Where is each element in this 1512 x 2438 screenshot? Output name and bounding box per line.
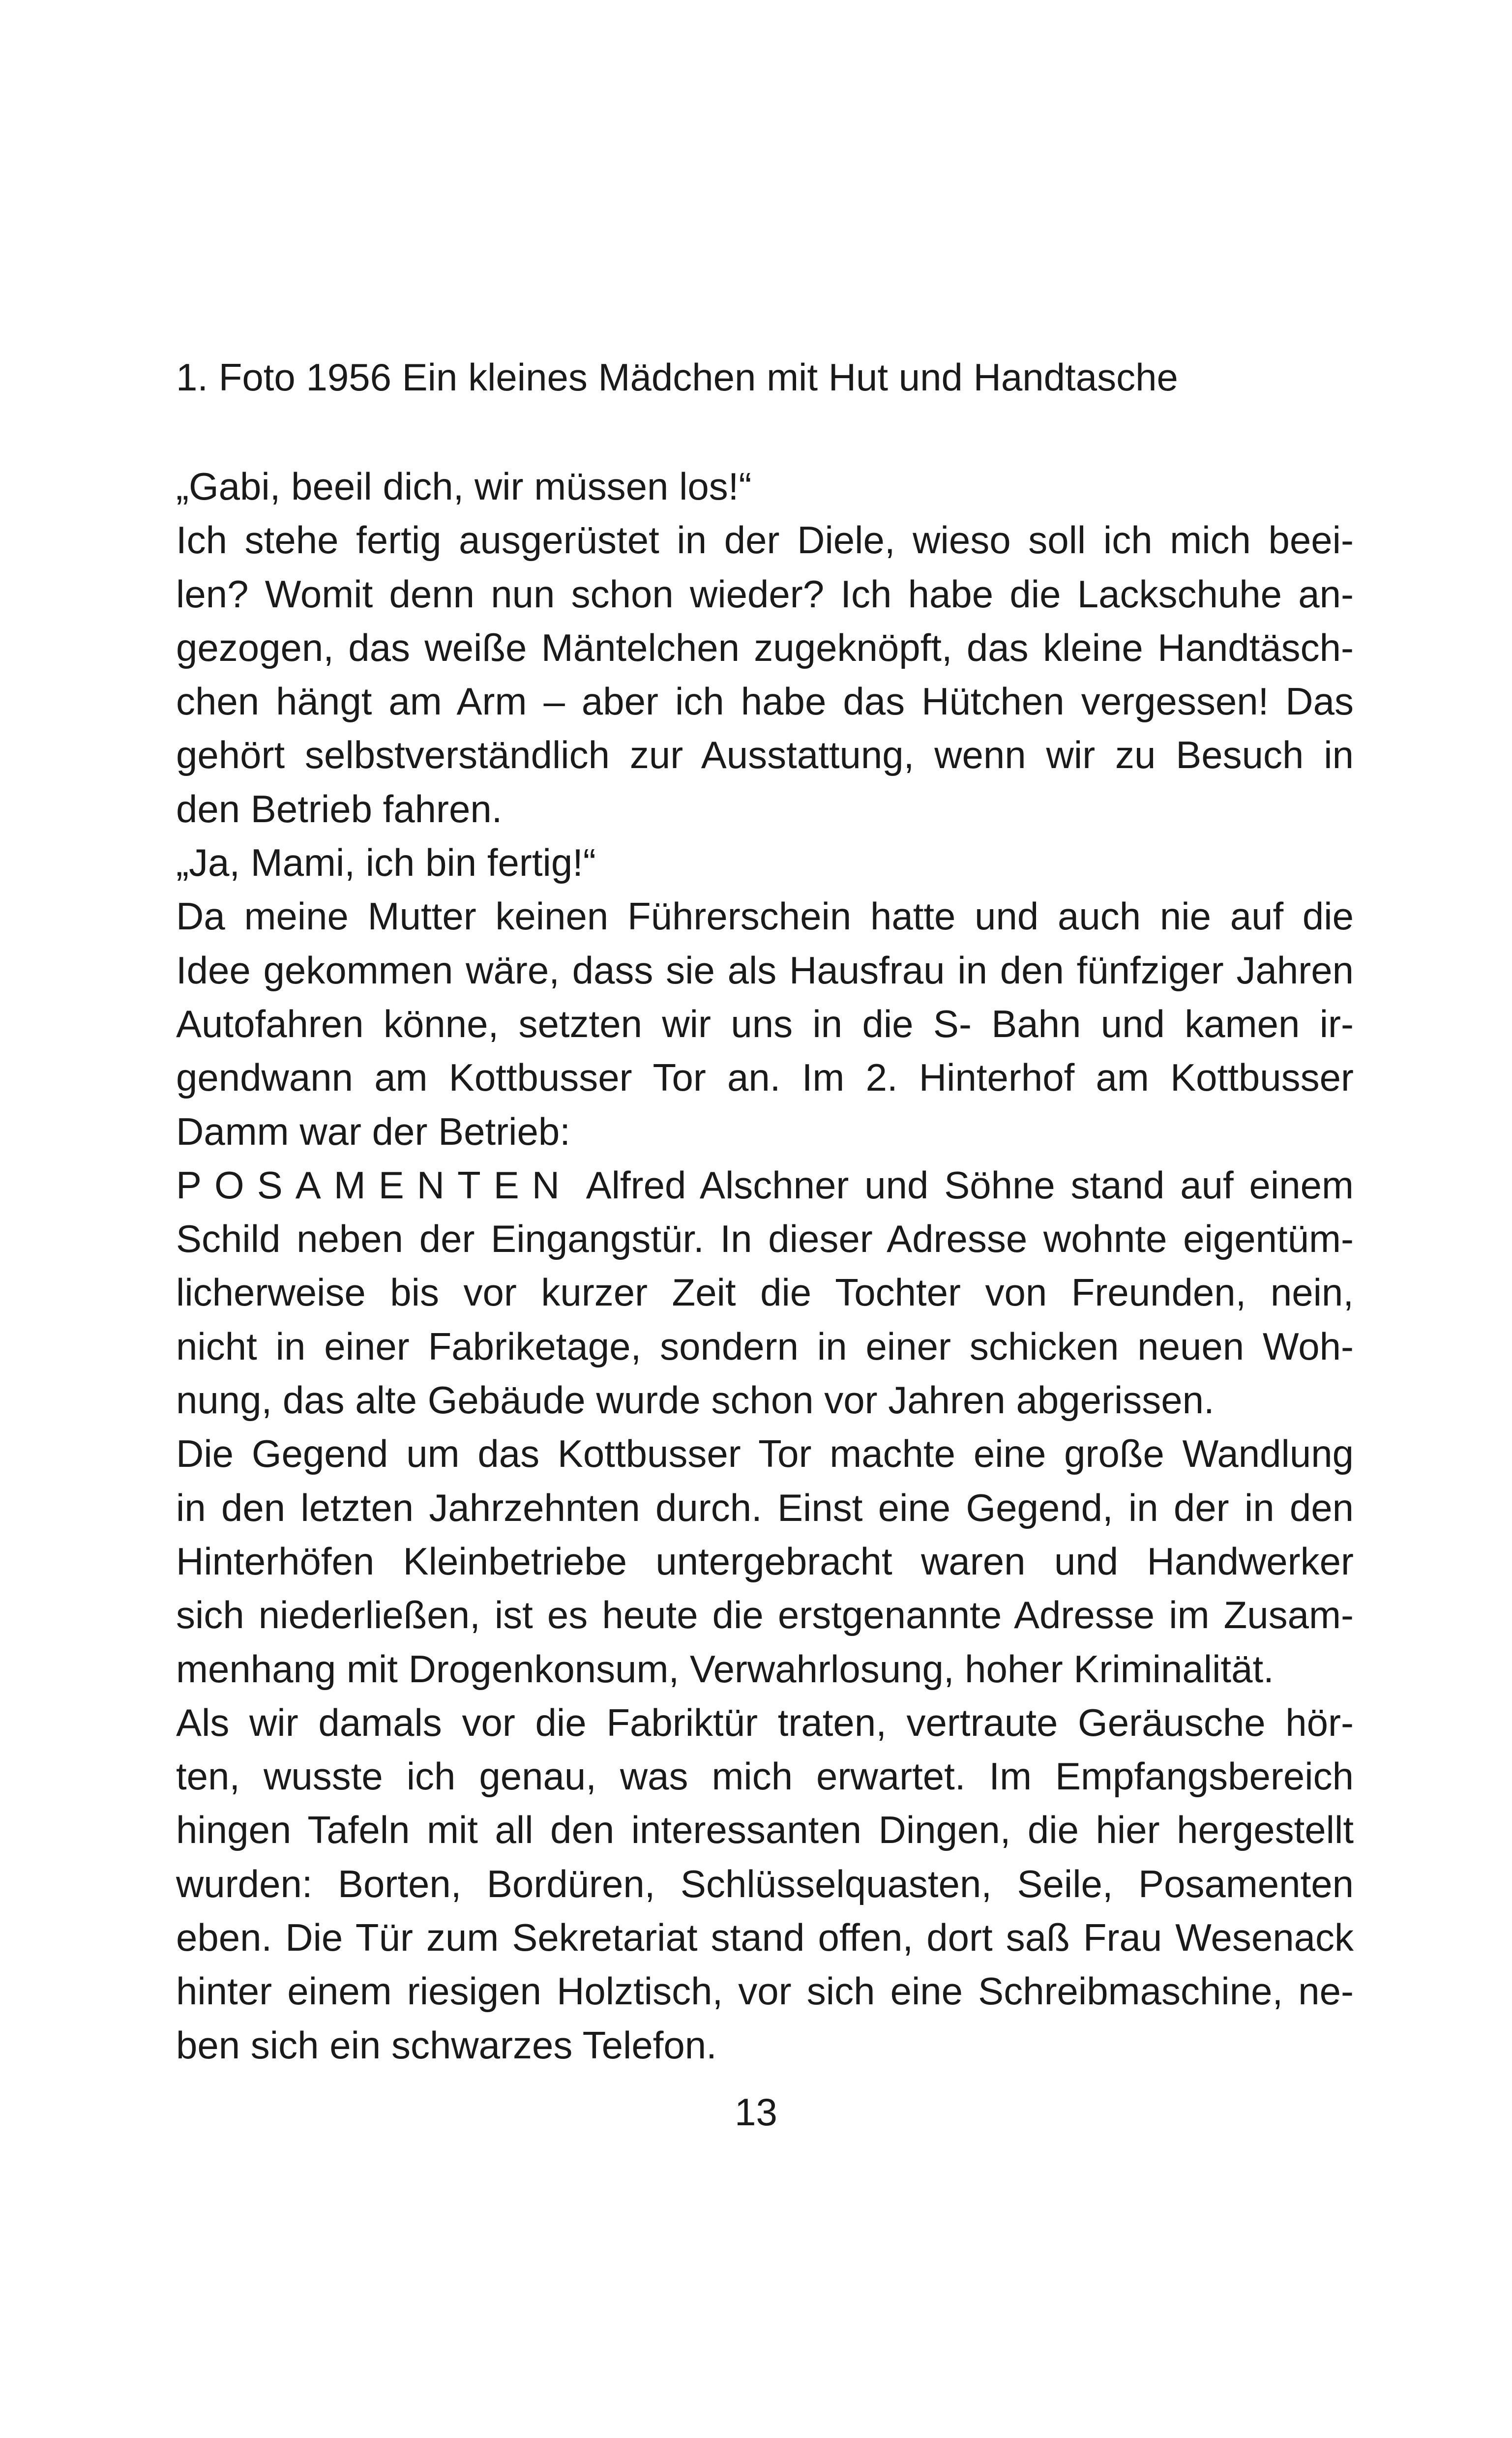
body-text	[176, 460, 1354, 2072]
text-line-posamenten	[176, 1159, 1354, 1212]
text-line: menhang mit Drogenkonsum, Verwahrlosung, hoher Kriminalität.	[176, 1647, 1274, 1691]
text-line: wurden: Borten, Bordüren, Schlüsselquasten, Seile, Posamenten	[176, 1862, 1354, 1905]
text-line: gendwann am Kottbusser Tor an. Im 2. Hinterhof am Kottbusser	[176, 1056, 1354, 1100]
text-line: licherweise bis vor kurzer Zeit die Tochter von Freunden, nein,	[176, 1271, 1354, 1314]
text-line: gehört selbstverständlich zur Ausstattung, wenn wir zu Besuch in	[176, 733, 1354, 777]
text-line: nung, das alte Gebäude wurde schon vor Jahren abgerissen.	[176, 1378, 1215, 1422]
text-line: eben. Die Tür zum Sekretariat stand offen, dort saß Frau Wesenack	[176, 1916, 1354, 1960]
text-line: „Gabi, beeil dich, wir müssen los!“	[176, 465, 752, 508]
text-line: ten, wusste ich genau, was mich erwartet. Im Empfangsbereich	[176, 1754, 1354, 1798]
posamenten-word: POSAMENTEN	[176, 1163, 573, 1207]
text-line: Autofahren könne, setzten wir uns in die S- Bahn und kamen ir-	[176, 1002, 1354, 1045]
text-line: Als wir damals vor die Fabriktür traten, vertraute Geräusche hör-	[176, 1700, 1354, 1744]
text-line: Damm war der Betrieb:	[176, 1109, 570, 1153]
page-number: 13	[735, 2090, 777, 2134]
posamenten-rest: Alfred Alschner und Söhne stand auf einem	[586, 1163, 1354, 1207]
text-line: Hinterhöfen Kleinbetriebe untergebracht waren und Handwerker	[176, 1539, 1354, 1583]
text-line: den Betrieb fahren.	[176, 787, 503, 831]
text-line: Die Gegend um das Kottbusser Tor machte eine große Wandlung	[176, 1432, 1354, 1476]
text-line: sich niederließen, ist es heute die erstgenannte Adresse im Zusam-	[176, 1593, 1354, 1637]
chapter-heading: 1. Foto 1956 Ein kleines Mädchen mit Hut und Handtasche	[176, 356, 1178, 399]
text-line: len? Womit denn nun schon wieder? Ich habe die Lackschuhe an-	[176, 572, 1354, 616]
text-line: Ich stehe fertig ausgerüstet in der Diele, wieso soll ich mich beei-	[176, 518, 1354, 562]
text-line: Idee gekommen wäre, dass sie als Hausfrau in den fünfziger Jahren	[176, 948, 1354, 992]
text-line: gezogen, das weiße Mäntelchen zugeknöpft, das kleine Handtäsch-	[176, 625, 1354, 669]
text-line: hinter einem riesigen Holztisch, vor sich eine Schreibmaschine, ne-	[176, 1969, 1354, 2013]
text-line: ben sich ein schwarzes Telefon.	[176, 2023, 717, 2067]
text-line: in den letzten Jahrzehnten durch. Einst eine Gegend, in der in den	[176, 1486, 1354, 1529]
text-line: hingen Tafeln mit all den interessanten Dingen, die hier hergestellt	[176, 1808, 1354, 1852]
text-line: Da meine Mutter keinen Führerschein hatte und auch nie auf die	[176, 894, 1354, 938]
text-line: chen hängt am Arm – aber ich habe das Hütchen vergessen! Das	[176, 680, 1354, 723]
text-line: Schild neben der Eingangstür. In dieser Adresse wohnte eigentüm-	[176, 1217, 1354, 1261]
text-line: „Ja, Mami, ich bin fertig!“	[176, 841, 596, 885]
text-line: nicht in einer Fabriketage, sondern in einer schicken neuen Woh-	[176, 1324, 1354, 1368]
